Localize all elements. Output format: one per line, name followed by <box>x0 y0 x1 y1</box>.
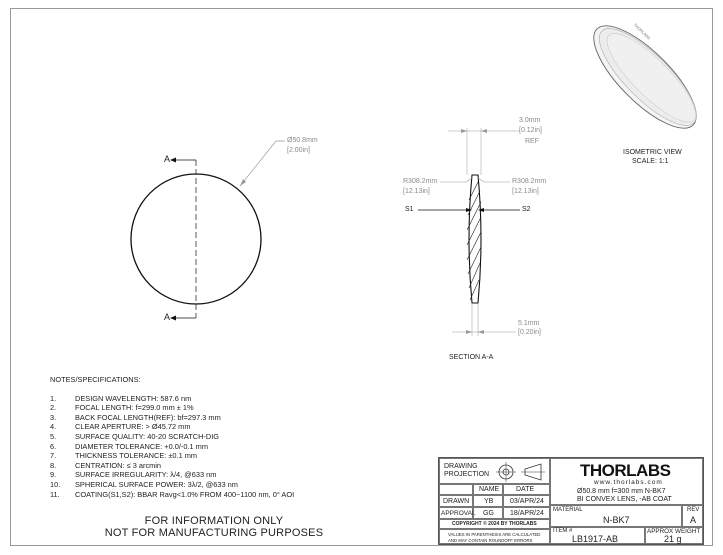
radius-s2-in: [12.13in] <box>512 188 539 195</box>
edge-thickness-mm: 5.1mm <box>518 320 540 327</box>
revision-label: REV <box>687 507 700 513</box>
material-label: MATERIAL <box>553 507 583 513</box>
r2-leader <box>478 178 510 182</box>
ct-arrow-right <box>481 129 487 133</box>
title-block <box>438 457 704 545</box>
revision-value: A <box>690 515 697 525</box>
note-item: 2. FOCAL LENGTH: f=299.0 mm ± 1% <box>50 403 194 413</box>
surface-s1-label: S1 <box>405 206 414 213</box>
edge-thickness-in: [0.20in] <box>518 329 541 336</box>
calc-note-line-1: VALUES IN PARENTHESIS ARE CALCULATED <box>448 532 541 537</box>
note-item: 9. SURFACE IRREGULARITY: λ/4, @633 nm <box>50 470 217 480</box>
r1-leader <box>440 178 472 182</box>
radius-s2-mm: R308.2mm <box>512 178 547 185</box>
calc-note-line-2: AND MAY CONTAIN ROUNDOFF ERRORS <box>448 538 533 543</box>
section-view-label: SECTION A-A <box>449 354 494 361</box>
projection-cell <box>439 458 550 484</box>
disclaimer <box>104 515 324 539</box>
note-item: 10. SPHERICAL SURFACE POWER: 3λ/2, @633 nm <box>50 479 238 489</box>
note-item: 7. THICKNESS TOLERANCE: ±0.1 mm <box>50 451 198 461</box>
drawn-name: YB <box>484 498 494 505</box>
notes-specifications <box>50 375 294 499</box>
copyright-text: COPYRIGHT © 2024 BY THORLABS <box>452 521 537 527</box>
diameter-mm: Ø50.8mm <box>287 137 318 144</box>
note-item: 8. CENTRATION: ≤ 3 arcmin <box>50 460 162 470</box>
note-item: 11. COATING(S1,S2): BBAR Ravg<1.0% FROM 400~1100 nm, 0° AOI <box>50 489 295 499</box>
et-arrow-left <box>466 330 472 334</box>
company-website: www.thorlabs.com <box>594 479 663 486</box>
item-number-value: LB1917-AB <box>572 534 619 544</box>
item-number-label: ITEM # <box>553 528 573 534</box>
drawn-date: 03/APR/24 <box>510 498 544 505</box>
isometric-view-label: ISOMETRIC VIEW <box>623 149 682 156</box>
section-arrowhead-bottom <box>170 316 176 321</box>
weight-value: 21 g <box>664 534 682 544</box>
projection-label: DRAWING PROJECTION <box>444 463 490 478</box>
center-thickness-ref: REF <box>525 138 539 145</box>
lens-engraving-brand: THORLABS <box>632 22 652 41</box>
third-angle-projection-icon <box>495 462 547 482</box>
isometric-scale-label: SCALE: 1:1 <box>632 158 669 165</box>
approval-label: APPROVAL <box>441 510 476 517</box>
disclaimer-line-2: NOT FOR MANUFACTURING PURPOSES <box>104 527 324 539</box>
et-arrow-right <box>478 330 484 334</box>
section-arrowhead-top <box>170 158 176 163</box>
thorlabs-logo: THORLABS <box>580 461 671 480</box>
date-column-header: DATE <box>516 486 535 493</box>
surface-s2-label: S2 <box>522 206 531 213</box>
note-item: 4. CLEAR APERTURE: > Ø45.72 mm <box>50 422 191 432</box>
section-label-top: A <box>164 154 171 164</box>
center-thickness-mm: 3.0mm <box>519 117 541 124</box>
diameter-leader <box>240 141 285 186</box>
approval-name: GG <box>483 510 494 517</box>
note-item: 1. DESIGN WAVELENGTH: 587.6 nm <box>50 393 192 403</box>
disclaimer-line-1: FOR INFORMATION ONLY <box>144 515 284 527</box>
ct-arrow-left <box>461 129 467 133</box>
material-value: N-BK7 <box>603 515 630 525</box>
approval-date: 18/APR/24 <box>510 510 544 517</box>
note-item: 3. BACK FOCAL LENGTH(REF): bf=297.3 mm <box>50 412 221 422</box>
part-description-1: Ø50.8 mm f=300 mm N-BK7 <box>577 488 666 495</box>
radius-s1-mm: R308.2mm <box>403 178 438 185</box>
section-label-bottom: A <box>164 312 171 322</box>
part-description-2: BI CONVEX LENS, -AB COAT <box>577 496 672 503</box>
radius-s1-in: [12.13in] <box>403 188 430 195</box>
weight-label: APPROX WEIGHT <box>647 528 701 535</box>
note-item: 6. DIAMETER TOLERANCE: +0.0/-0.1 mm <box>50 441 208 451</box>
name-column-header: NAME <box>479 486 500 493</box>
notes-heading: NOTES/SPECIFICATIONS: <box>50 375 141 384</box>
note-item: 5. SURFACE QUALITY: 40-20 SCRATCH-DIG <box>50 431 220 441</box>
diameter-in: [2.00in] <box>287 147 310 154</box>
lens-front-view <box>131 174 261 304</box>
center-thickness-in: [0.12in] <box>519 127 542 134</box>
drawn-label: DRAWN <box>443 498 470 505</box>
